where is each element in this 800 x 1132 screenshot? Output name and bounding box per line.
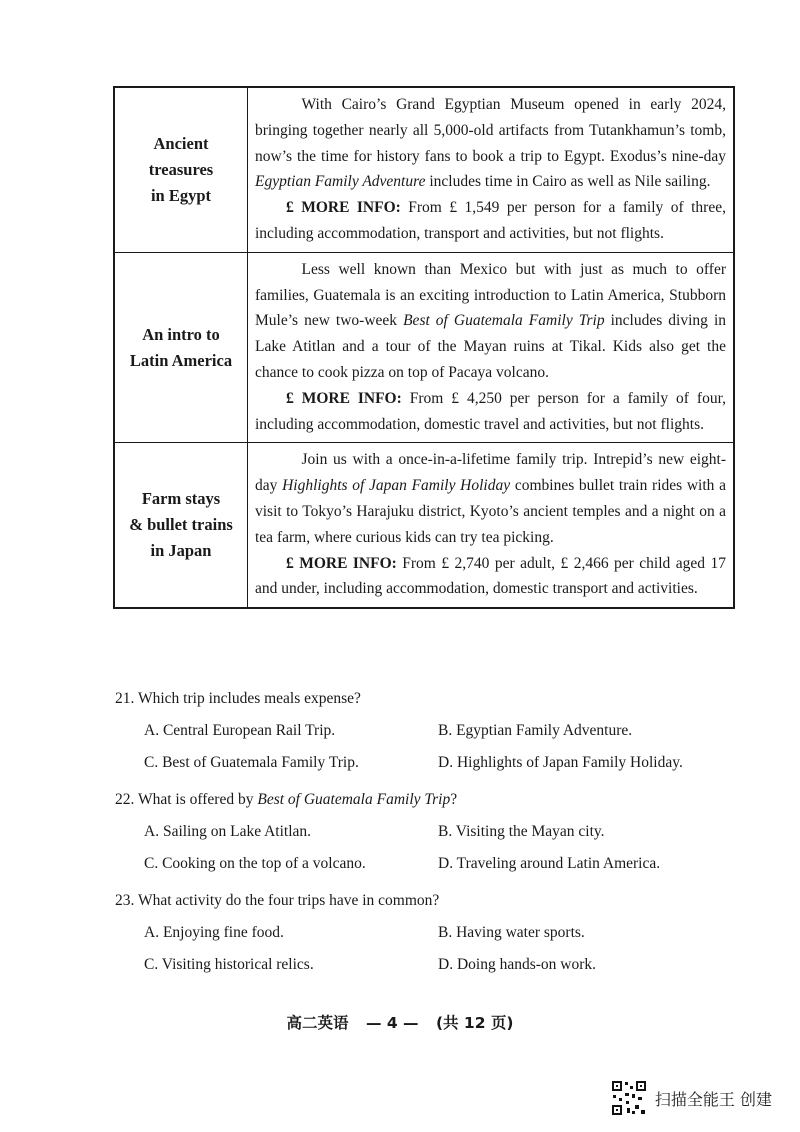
- trip-title: [114, 252, 248, 443]
- text-run: combines bullet train rides with a visit to Tokyo’s Harajuku district, Kyoto’s ancient temples and a night on a tea farm, where curious kids can try tea picking.: [255, 477, 726, 546]
- answer-option: A. Central European Rail Trip.: [144, 722, 336, 739]
- trip-description: [248, 252, 735, 443]
- text-run: Join us with a once-in-a-lifetime family trip. Intrepid’s new eight-day: [255, 451, 726, 495]
- trip-title-line: Latin America: [129, 350, 233, 370]
- question-stem: [115, 686, 755, 712]
- trip-description: [248, 443, 735, 608]
- trips-table: [113, 86, 735, 609]
- question-number: 22.: [115, 791, 135, 808]
- text-run: ?: [450, 791, 458, 808]
- trip-title-line: Farm stays: [141, 489, 221, 509]
- question-number: 21.: [115, 690, 135, 707]
- answer-options: [115, 920, 755, 978]
- trip-more-info: [255, 386, 726, 438]
- text-run: Which trip includes meals expense?: [137, 690, 361, 707]
- trip-title-line: Ancient: [153, 133, 209, 153]
- answer-option: D. Highlights of Japan Family Holiday.: [438, 754, 683, 771]
- question-stem: [115, 888, 755, 914]
- text-run: What activity do the four trips have in common?: [137, 892, 440, 909]
- question: [115, 787, 755, 877]
- trip-title-line: & bullet trains: [129, 515, 233, 535]
- trip-description-paragraph: [255, 447, 726, 550]
- question-stem: [115, 787, 755, 813]
- trip-title-line: in Japan: [150, 541, 212, 561]
- more-info-label: £ MORE INFO:: [286, 199, 401, 217]
- answer-option: C. Best of Guatemala Family Trip.: [144, 754, 359, 771]
- trip-title-line: treasures: [148, 159, 214, 179]
- trip-row: [114, 252, 734, 443]
- text-run: What is offered by: [137, 791, 258, 808]
- answer-option: C. Visiting historical relics.: [144, 956, 314, 973]
- text-run: With Cairo’s Grand Egyptian Museum opened in early 2024, bringing together nearly all 5,000-old artifacts from Tutankhamun’s tomb, now’s the time for history fans to book a trip to Egypt. Exodus’s nine-day: [255, 96, 726, 165]
- more-info-text: From £ 1,549 per person for a family of three, including accommodation, transport and activities, but not flights.: [255, 199, 726, 242]
- more-info-text: From £ 4,250 per person for a family of four, including accommodation, domestic travel and activities, but not flights.: [255, 389, 726, 433]
- answer-option: B. Having water sports.: [438, 924, 585, 941]
- text-run: includes time in Cairo as well as Nile sailing.: [425, 173, 711, 191]
- footer-page-number: — 4 —: [365, 1014, 419, 1032]
- more-info-text: From £ 2,740 per adult, £ 2,466 per child aged 17 and under, including accommodation, domestic transport and activities.: [255, 554, 726, 598]
- trip-title: [114, 443, 248, 608]
- trip-more-info: [255, 551, 726, 603]
- trip-name-italic: Best of Guatemala Family Trip: [257, 791, 451, 808]
- answer-option: D. Doing hands-on work.: [438, 956, 596, 973]
- text-run: includes diving in Lake Atitlan and a tour of the Mayan ruins at Tikal. Kids also get the chance to cook pizza on top of Pacaya volcano.: [255, 312, 727, 381]
- scanner-watermark: [611, 1080, 772, 1116]
- answer-option: A. Enjoying fine food.: [144, 924, 284, 941]
- footer-subject: 高二英语: [286, 1014, 349, 1032]
- text-run: Less well known than Mexico but with just as much to offer families, Guatemala is an exciting introduction to Latin America, Stubborn Mule’s new two-week: [255, 260, 726, 330]
- trip-more-info: [255, 195, 726, 247]
- question: [115, 888, 755, 978]
- more-info-label: £ MORE INFO:: [286, 389, 402, 407]
- qr-code-icon: [611, 1080, 647, 1116]
- answer-options: [115, 718, 755, 776]
- trip-description-paragraph: [255, 92, 726, 195]
- trip-row: [114, 443, 734, 608]
- trip-description: [248, 87, 735, 252]
- scanner-watermark-text: 扫描全能王 创建: [654, 1089, 772, 1109]
- questions-section: [115, 686, 755, 989]
- answer-option: D. Traveling around Latin America.: [438, 855, 661, 872]
- trip-title-line: An intro to: [142, 324, 220, 344]
- more-info-label: £ MORE INFO:: [286, 554, 397, 572]
- answer-option: C. Cooking on the top of a volcano.: [144, 855, 366, 872]
- answer-options: [115, 819, 755, 877]
- question-number: 23.: [115, 892, 135, 909]
- trip-title-line: in Egypt: [150, 185, 212, 205]
- answer-option: B. Visiting the Mayan city.: [438, 823, 605, 840]
- answer-option: A. Sailing on Lake Atitlan.: [144, 823, 312, 840]
- trip-name-italic: Highlights of Japan Family Holiday: [282, 477, 511, 495]
- trip-description-paragraph: [255, 257, 726, 386]
- answer-option: B. Egyptian Family Adventure.: [438, 722, 633, 739]
- trip-name-italic: Egyptian Family Adventure: [255, 173, 426, 191]
- footer-total-pages: (共 12 页): [435, 1014, 514, 1032]
- page-footer: [0, 1011, 800, 1033]
- trip-name-italic: Best of Guatemala Family Trip: [403, 312, 605, 330]
- question: [115, 686, 755, 776]
- trip-row: [114, 87, 734, 252]
- trip-title: [114, 87, 248, 252]
